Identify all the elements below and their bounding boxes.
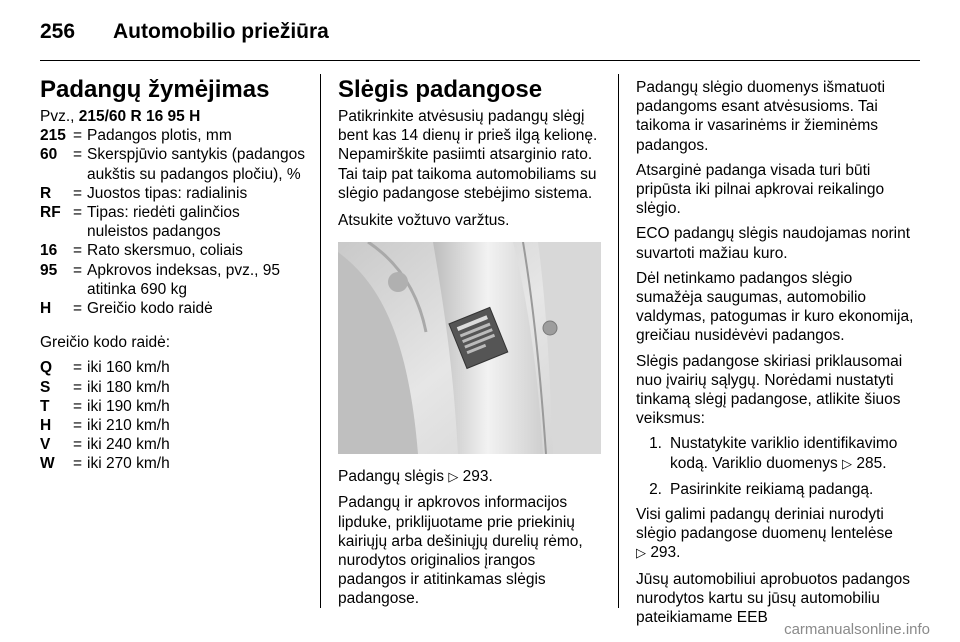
equals-sign: = bbox=[73, 184, 83, 202]
equals-sign: = bbox=[73, 261, 83, 279]
definition-key: RF bbox=[40, 204, 61, 222]
speed-list bbox=[40, 358, 305, 473]
definition-value: Skerspjūvio santykis (padangos aukštis su padangos pločiu), % bbox=[87, 146, 305, 183]
definition-value: Rato skersmuo, coliais bbox=[87, 242, 243, 260]
step-item bbox=[636, 480, 921, 499]
speed-value: iki 190 km/h bbox=[87, 397, 170, 415]
table-ref-page[interactable]: 293. bbox=[650, 544, 681, 562]
equals-sign: = bbox=[73, 242, 83, 260]
pressure-ref-page[interactable]: 293. bbox=[462, 468, 493, 486]
step-number: 1. bbox=[649, 435, 662, 453]
door-frame-photo bbox=[338, 242, 601, 454]
triangle-right-icon: ▷ bbox=[448, 470, 459, 486]
watermark: carmanualsonline.info bbox=[784, 621, 930, 638]
example-code: 215/60 R 16 95 H bbox=[78, 108, 201, 125]
equals-sign: = bbox=[73, 397, 83, 415]
speed-value: iki 240 km/h bbox=[87, 436, 170, 454]
pressure-reference: Padangų slėgis ▷ 293. bbox=[338, 468, 493, 486]
definition-key: 16 bbox=[40, 242, 58, 260]
page-number: 256 bbox=[40, 20, 76, 43]
equals-sign: = bbox=[73, 300, 83, 318]
pressure-paragraph-4: Padangų ir apkrovos informacijos lipduke, priklijuotame prie priekinių kairiųjų arba dešiniųjų durelių rėmo, nurodytos originalios įrangos padangos ir atitinkamas slėgis padangose. bbox=[338, 494, 583, 608]
right-paragraph-4: Dėl netinkamo padangos slėgio sumažėja saugumas, automobilio valdymas, patogumas ir kuro ekonomija, greičiau nusidėvėvi padangos. bbox=[636, 269, 914, 345]
step-text bbox=[670, 434, 921, 473]
example-line: Pvz., 215/60 R 16 95 H bbox=[40, 108, 201, 125]
speed-key: W bbox=[40, 455, 55, 473]
steps-list bbox=[636, 434, 921, 499]
speed-value: iki 180 km/h bbox=[87, 378, 170, 396]
definition-value: Tipas: riedėti galinčios nuleistos padangos bbox=[87, 204, 240, 241]
speed-intro: Greičio kodo raidė: bbox=[40, 334, 171, 352]
speed-value: iki 270 km/h bbox=[87, 455, 170, 473]
pressure-paragraph-1: Patikrinkite atvėsusių padangų slėgį bent kas 14 dienų ir prieš ilgą kelionę. Nepamirškite pasiimti atsarginio rato. Tai taip pat taikoma automobiliams su slėgio padangose stebėjimo sistema. bbox=[338, 108, 598, 202]
tire-pressure-title: Slėgis padangose bbox=[338, 76, 543, 103]
equals-sign: = bbox=[73, 417, 83, 435]
speed-key: S bbox=[40, 378, 51, 396]
definition-key: 215 bbox=[40, 127, 66, 145]
equals-sign: = bbox=[73, 455, 83, 473]
equals-sign: = bbox=[73, 359, 83, 377]
middle-column bbox=[338, 76, 604, 609]
left-column bbox=[40, 76, 305, 474]
page-header bbox=[40, 20, 329, 44]
door-frame-illustration bbox=[338, 242, 601, 454]
triangle-right-icon: ▷ bbox=[636, 546, 646, 562]
equals-sign: = bbox=[73, 436, 83, 454]
equals-sign: = bbox=[73, 146, 83, 164]
pressure-paragraph-2: Atsukite vožtuvo varžtus. bbox=[338, 212, 510, 230]
step-text bbox=[670, 480, 921, 499]
definition-list bbox=[40, 126, 305, 318]
step-text-body: Pasirinkite reikiamą padangą. bbox=[670, 480, 874, 498]
right-paragraph-7: Jūsų automobiliui aprobuotos padangos nurodytos kartu su jūsų automobiliu pateikiamame EEB bbox=[636, 570, 911, 627]
section-title: Automobilio priežiūra bbox=[113, 20, 329, 43]
equals-sign: = bbox=[73, 378, 83, 396]
right-paragraph-6: Visi galimi padangų deriniai nurodyti slėgio padangose duomenų lentelėse ▷ 293. bbox=[636, 506, 893, 562]
speed-value: iki 210 km/h bbox=[87, 417, 170, 435]
right-paragraph-1: Padangų slėgio duomenys išmatuoti padangoms esant atvėsusioms. Tai taikoma ir vasarinėms ir žieminėms padangos. bbox=[636, 79, 886, 154]
definition-value: Greičio kodo raidė bbox=[87, 300, 213, 318]
right-paragraph-5: Slėgis padangose skiriasi priklausomai nuo įvairių sąlygų. Norėdami nustatyti tinkamą slėgį padangose, atlikite šiuos veiksmus: bbox=[636, 352, 903, 428]
step-item bbox=[636, 434, 921, 473]
triangle-right-icon: ▷ bbox=[842, 456, 853, 472]
equals-sign: = bbox=[73, 127, 83, 145]
tire-marking-title: Padangų žymėjimas bbox=[40, 76, 270, 103]
right-column bbox=[636, 78, 921, 627]
column-divider-right bbox=[618, 74, 619, 608]
definition-key: R bbox=[40, 184, 52, 202]
step-text-body: Nustatykite variklio identifikavimo kodą. Variklio duomenys bbox=[670, 435, 898, 472]
speed-key: Q bbox=[40, 359, 53, 377]
right-paragraph-2: Atsarginė padanga visada turi būti pripūsta iki pilnai apkrovai reikalingo slėgio. bbox=[636, 161, 885, 218]
step-number: 2. bbox=[649, 480, 662, 498]
header-rule bbox=[40, 60, 920, 61]
speed-value: iki 160 km/h bbox=[87, 359, 170, 377]
definition-key: H bbox=[40, 300, 52, 318]
definition-key: 60 bbox=[40, 146, 58, 164]
speed-key: H bbox=[40, 417, 52, 435]
definition-value: Juostos tipas: radialinis bbox=[87, 184, 248, 202]
column-divider-left bbox=[320, 74, 321, 608]
definition-key: 95 bbox=[40, 261, 58, 279]
equals-sign: = bbox=[73, 204, 83, 222]
right-paragraph-3: ECO padangų slėgis naudojamas norint suvartoti mažiau kuro. bbox=[636, 225, 911, 262]
definition-value: Apkrovos indeksas, pvz., 95 atitinka 690 kg bbox=[87, 261, 280, 298]
speed-key: T bbox=[40, 397, 50, 415]
definition-value: Padangos plotis, mm bbox=[87, 127, 232, 145]
speed-key: V bbox=[40, 436, 51, 454]
step-ref-page[interactable]: 285. bbox=[856, 454, 887, 472]
